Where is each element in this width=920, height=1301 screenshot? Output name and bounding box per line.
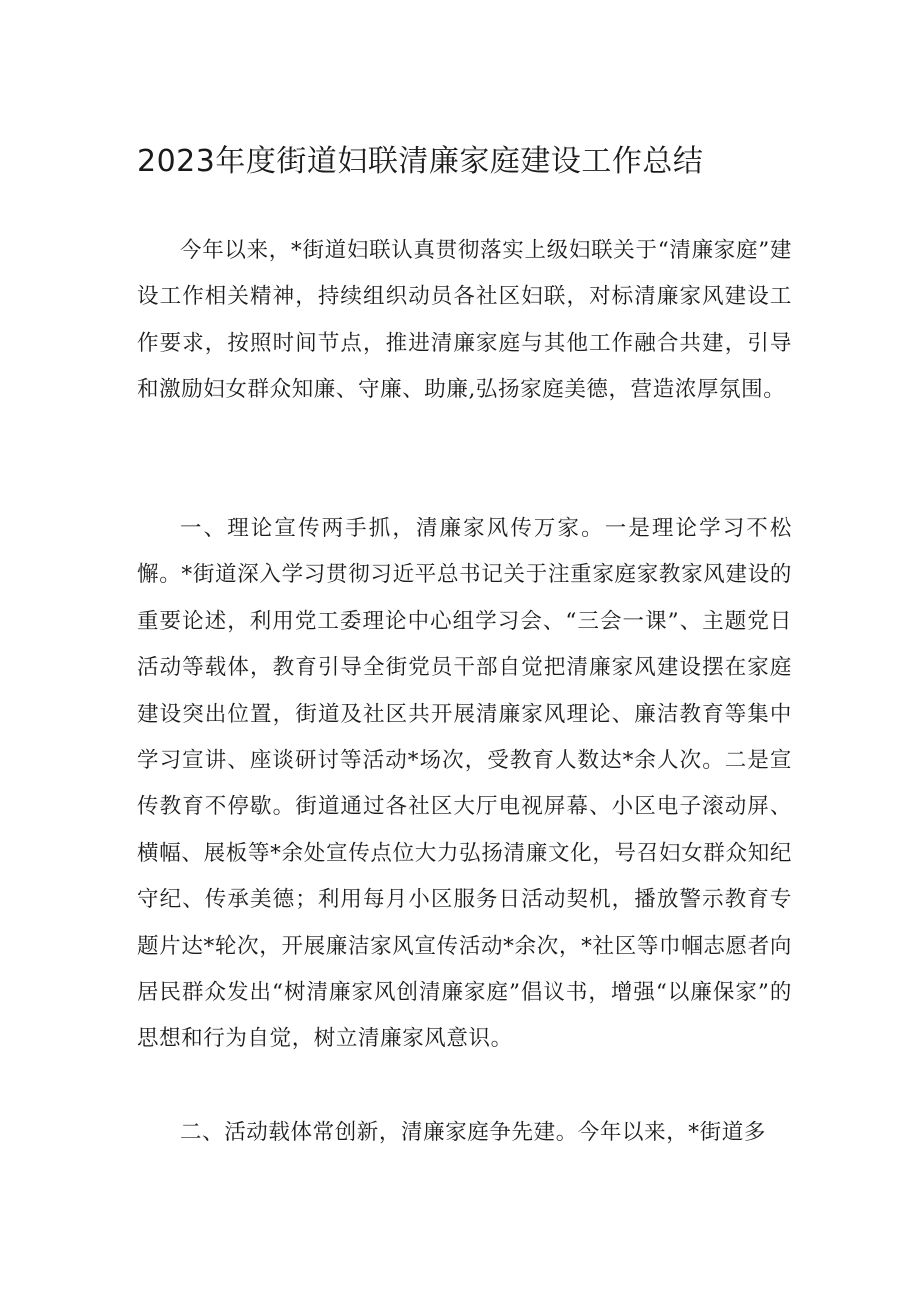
document-title: 2023年度街道妇联清廉家庭建设工作总结 xyxy=(137,144,704,179)
paragraph-section-1: 一、理论宣传两手抓，清廉家风传万家。一是理论学习不松懈。*街道深入学习贯彻习近平总书记关于注重家庭家教家风建设的重要论述，利用党工委理论中心组学习会、“三会一课”、主题党日活动等载体，教育引导全街党员干部自觉把清廉家风建设摆在家庭建设突出位置，街道及社区共开展清廉家风理论、廉洁教育等集中学习宣讲、座谈研讨等活动*场次，受教育人数达*余人次。二是宣传教育不停歇。街道通过各社区大厅电视屏幕、小区电子滚动屏、横幅、展板等*余处宣传点位大力弘扬清廉文化，号召妇女群众知纪守纪、传承美德；利用每月小区服务日活动契机，播放警示教育专题片达*轮次，开展廉洁家风宣传活动*余次，*社区等巾帼志愿者向居民群众发出“树清廉家风创清廉家庭”倡议书，增强“以廉保家”的思想和行为自觉，树立清廉家风意识。 xyxy=(137,516,792,1052)
paragraph-section-2: 二、活动载体常创新，清廉家庭争先建。今年以来，*街道多 xyxy=(180,1120,766,1145)
paragraph-intro: 今年以来，*街道妇联认真贯彻落实上级妇联关于“清廉家庭”建设工作相关精神，持续组织动员各社区妇联，对标清廉家风建设工作要求，按照时间节点，推进清廉家庭与其他工作融合共建，引导和激励妇女群众知廉、守廉、助廉,弘扬家庭美德，营造浓厚氛围。 xyxy=(137,238,792,403)
